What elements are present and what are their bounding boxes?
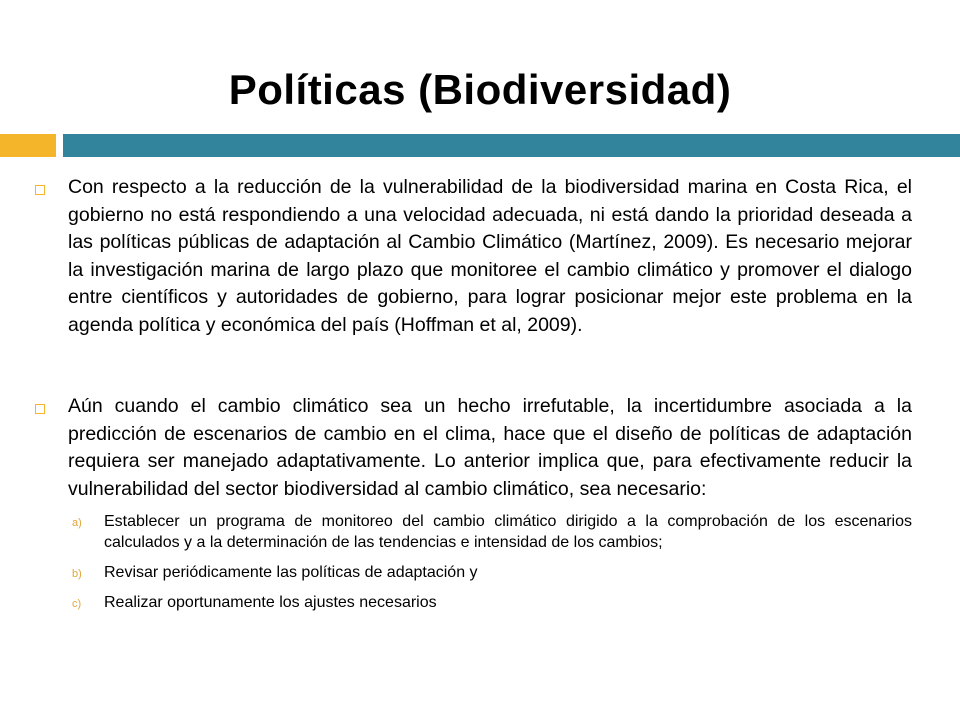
square-bullet-icon <box>35 185 45 195</box>
sub-item-marker: c) <box>72 598 82 610</box>
bullet-list <box>32 174 912 622</box>
sub-item-text: Establecer un programa de monitoreo del cambio climático dirigido a la comprobación de los escenarios calculados y a la determinación de las tendencias e intensidad de los cambios; <box>104 513 912 551</box>
sub-item-marker: a) <box>72 517 82 529</box>
square-bullet-icon <box>35 404 45 414</box>
slide-title: Políticas (Biodiversidad) <box>228 66 732 113</box>
bullet-text: Aún cuando el cambio climático sea un hecho irrefutable, la incertidumbre asociada a la predicción de escenarios de cambio en el clima, hace que el diseño de políticas de adaptación requiera ser manejado adaptativamente. Lo anterior implica que, para efectivamente reducir la vulnerabilidad del sector biodiversidad al cambio climático, sea necesario: <box>68 395 912 500</box>
sub-list <box>68 511 912 613</box>
sub-item <box>68 592 912 613</box>
accent-bar-teal <box>63 134 960 157</box>
sub-item <box>68 511 912 553</box>
sub-item-marker: b) <box>72 568 82 580</box>
accent-block-orange <box>0 134 56 157</box>
sub-item-text: Revisar periódicamente las políticas de adaptación y <box>104 564 478 581</box>
bullet-text: Con respecto a la reducción de la vulnerabilidad de la biodiversidad marina en Costa Rica, el gobierno no está respondiendo a una velocidad adecuada, ni está dando la prioridad deseada a las políticas públicas de adaptación al Cambio Climático (Martínez, 2009). Es necesario mejorar la investigación marina de largo plazo que monitoree el cambio climático y promover el dialogo entre científicos y autoridades de gobierno, para lograr posicionar mejor este problema en la agenda política y económica del país (Hoffman et al, 2009). <box>68 176 912 336</box>
bullet-item <box>32 393 912 613</box>
sub-item-text: Realizar oportunamente los ajustes necesarios <box>104 594 437 611</box>
bullet-item <box>32 174 912 339</box>
sub-item <box>68 562 912 583</box>
